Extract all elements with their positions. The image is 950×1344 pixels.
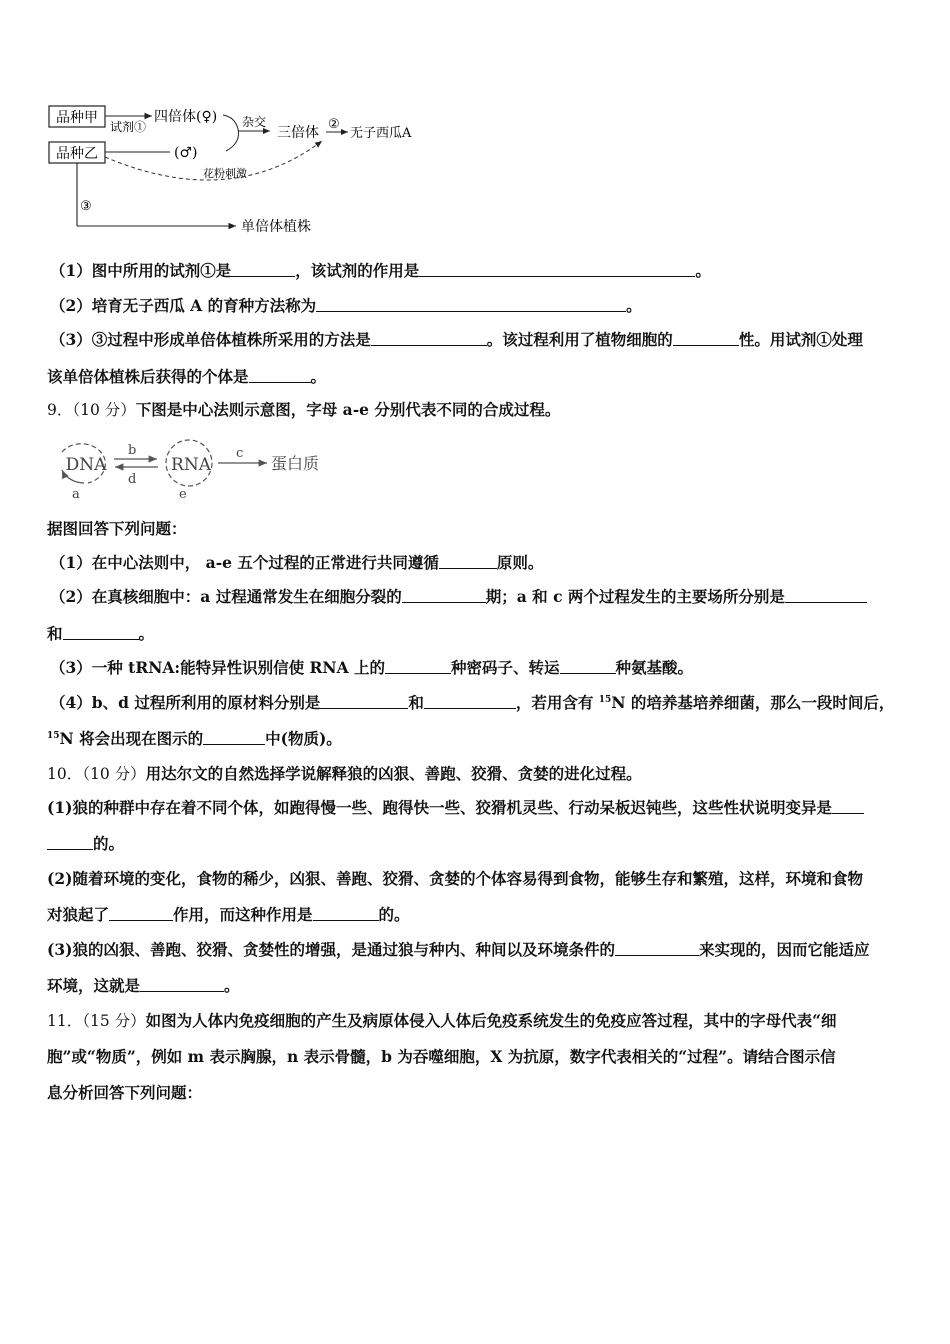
- q9-title: 下图是中心法则示意图，字母 a-e 分别代表不同的合成过程。: [135, 400, 561, 419]
- label-c: c: [236, 446, 244, 461]
- q8-p1-text-a: （1）图中所用的试剂①是: [50, 261, 232, 280]
- q8-part3: [50, 330, 920, 350]
- q11-line3: [47, 1083, 917, 1103]
- q10-p3-text-b: 来实现的，因而它能适应: [698, 940, 870, 959]
- q8-p3-text-d: 该单倍体植株后获得的个体是: [47, 367, 249, 386]
- q8-part2: [50, 296, 920, 316]
- variety-a-label: 品种甲: [56, 110, 98, 126]
- q11-text-line3: 息分析回答下列问题：: [47, 1083, 203, 1102]
- q9-number: 9．（10 分）: [47, 401, 136, 419]
- label-e: e: [179, 487, 187, 502]
- haploid-label: 单倍体植株: [241, 219, 311, 235]
- q9-p1-text-b: 原则。: [496, 553, 544, 572]
- reagent-label: 试剂①: [110, 120, 147, 134]
- answer-blank[interactable]: [785, 588, 867, 603]
- q8-p3-text-c: 性。用试剂①处理: [738, 330, 863, 349]
- q10-part1-cont: [47, 834, 917, 854]
- q10-p2-text-b: 对狼起了: [47, 905, 110, 924]
- seedless-watermelon-breeding-diagram: [40, 95, 460, 245]
- answer-blank[interactable]: [203, 730, 265, 745]
- q9-part4-cont: [47, 729, 917, 749]
- answer-blank[interactable]: [424, 694, 516, 709]
- q8-p2-text-b: 。: [626, 296, 642, 315]
- answer-blank[interactable]: [249, 368, 311, 383]
- q9-p2-text-d: 。: [138, 624, 155, 643]
- q8-p3-text-e: 。: [310, 367, 327, 386]
- q10-title: 用达尔文的自然选择学说解释狼的凶狠、善跑、狡猾、贪婪的进化过程。: [145, 764, 642, 783]
- q9-part1: [50, 553, 920, 573]
- isotope-superscript: 15: [47, 730, 60, 741]
- pollen-label: 花粉刺激: [203, 167, 247, 180]
- q9-p4-text-b: 和: [408, 693, 424, 712]
- q9-p3-text-a: （3）一种 tRNA:能特异性识别信使 RNA 上的: [50, 658, 386, 677]
- q9-p2-text-c: 和: [47, 624, 63, 643]
- q10-p1-text-b: 的。: [93, 834, 125, 853]
- q9-p2-text-a: （2）在真核细胞中：a 过程通常发生在细胞分裂的: [50, 587, 402, 606]
- answer-blank[interactable]: [109, 906, 173, 921]
- q10-part3-cont: [47, 976, 917, 996]
- q10-p3-text-d: 。: [224, 976, 240, 995]
- answer-blank[interactable]: [231, 262, 295, 277]
- step3-label: ③: [80, 199, 92, 214]
- q8-p1-text-c: 。: [695, 261, 711, 280]
- q9-p4-text-f: 中(物质)。: [265, 729, 342, 748]
- answer-blank[interactable]: [832, 799, 864, 814]
- answer-blank[interactable]: [673, 331, 739, 346]
- cross-label: 杂交: [242, 115, 267, 129]
- q8-part3-cont: [47, 367, 917, 387]
- q9-header: [47, 400, 917, 420]
- q9-p4-text-d: N 的培养基培养细菌，那么一段时间后，: [611, 693, 895, 712]
- q11-text-line1: 如图为人体内免疫细胞的产生及病原体侵入人体后免疫系统发生的免疫应答过程，其中的字母代表“细: [145, 1011, 837, 1030]
- answer-blank[interactable]: [63, 625, 139, 640]
- answer-blank[interactable]: [560, 659, 616, 674]
- answer-blank[interactable]: [47, 835, 93, 850]
- step2-label: ②: [328, 117, 340, 132]
- q10-p2-text-d: 的。: [378, 905, 410, 924]
- answer-blank[interactable]: [402, 588, 486, 603]
- label-d: d: [128, 472, 137, 487]
- q8-p1-text-b: ，该试剂的作用是: [295, 261, 420, 280]
- q10-part1: [47, 798, 917, 818]
- q11-number: 11．（15 分）: [47, 1012, 146, 1030]
- q11-text-line2: 胞”或“物质”，例如 m 表示胸腺，n 表示骨髓，b 为吞噬细胞，X 为抗原，数字代表相关的“过程”。请结合图示信: [47, 1047, 836, 1066]
- q9-p4-text-a: （4）b、d 过程所利用的原材料分别是: [50, 693, 321, 712]
- q8-part1: [50, 261, 920, 281]
- q10-part2: [47, 869, 917, 889]
- label-a: a: [72, 487, 80, 502]
- q9-part4: [50, 693, 920, 713]
- triploid-label: 三倍体: [277, 125, 319, 141]
- q10-part2-cont: [47, 905, 917, 925]
- answer-blank[interactable]: [615, 941, 699, 956]
- q9-p3-text-c: 种氨基酸。: [615, 658, 694, 677]
- q8-p3-text-a: （3）③过程中形成单倍体植株所采用的方法是: [50, 330, 371, 349]
- q11-line1: [47, 1011, 917, 1031]
- q9-part2: [50, 587, 920, 607]
- q9-intro: [47, 519, 917, 539]
- variety-b-label: 品种乙: [56, 146, 98, 162]
- q9-p4-text-c: ，若用含有: [515, 693, 599, 712]
- q10-p1-text-a: (1)狼的种群中存在着不同个体，如跑得慢一些、跑得快一些、狡猾机灵些、行动呆板迟钝些，这些性状说明变异是: [47, 798, 832, 817]
- q9-part3: [50, 658, 920, 678]
- answer-blank[interactable]: [140, 977, 224, 992]
- q9-p3-text-b: 种密码子、转运: [451, 658, 560, 677]
- q11-line2: [47, 1047, 917, 1067]
- protein-label: 蛋白质: [271, 454, 320, 473]
- q8-p2-text-a: （2）培育无子西瓜 A 的育种方法称为: [50, 296, 317, 315]
- q9-intro-text: 据图回答下列问题：: [47, 519, 187, 538]
- q10-p2-text-a: (2)随着环境的变化，食物的稀少，凶狠、善跑、狡猾、贪婪的个体容易得到食物，能够生存和繁殖，这样，环境和食物: [47, 869, 863, 888]
- central-dogma-diagram: [48, 430, 348, 502]
- rna-label: RNA: [171, 455, 211, 475]
- male-label: (♂): [174, 145, 198, 161]
- q9-part2-cont: [47, 624, 917, 644]
- tetraploid-label: 四倍体(♀): [154, 109, 218, 125]
- answer-blank[interactable]: [316, 297, 626, 312]
- isotope-superscript: 15: [598, 694, 612, 705]
- q9-p4-text-e: N 将会出现在图示的: [59, 729, 204, 748]
- q10-header: [47, 764, 917, 784]
- q10-number: 10．（10 分）: [47, 765, 146, 783]
- answer-blank[interactable]: [385, 659, 451, 674]
- q9-p2-text-b: 期；a 和 c 两个过程发生的主要场所分别是: [485, 587, 785, 606]
- seedless-label: 无子西瓜A: [350, 126, 412, 141]
- q10-p2-text-c: 作用，而这种作用是: [173, 905, 313, 924]
- q10-part3: [47, 940, 917, 960]
- q10-p3-text-c: 环境，这就是: [47, 976, 141, 995]
- answer-blank[interactable]: [320, 694, 408, 709]
- cross-bracket: [223, 115, 239, 151]
- dna-label: DNA: [65, 455, 107, 475]
- q8-p3-text-b: 。该过程利用了植物细胞的: [486, 330, 673, 349]
- answer-blank[interactable]: [439, 554, 497, 569]
- q9-p1-text-a: （1）在中心法则中， a-e 五个过程的正常进行共同遵循: [50, 553, 439, 572]
- answer-blank[interactable]: [419, 262, 695, 277]
- answer-blank[interactable]: [313, 906, 379, 921]
- answer-blank[interactable]: [371, 331, 487, 346]
- label-b: b: [128, 443, 137, 458]
- q10-p3-text-a: (3)狼的凶狠、善跑、狡猾、贪婪性的增强，是通过狼与种内、种间以及环境条件的: [47, 940, 615, 959]
